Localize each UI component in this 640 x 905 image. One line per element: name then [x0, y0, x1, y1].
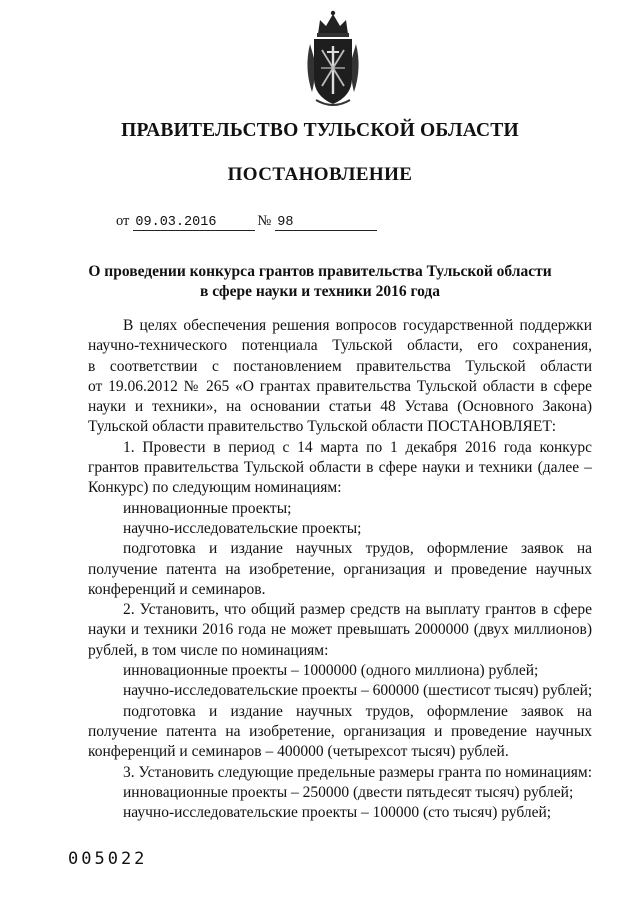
body-line: конференций и семинаров. [88, 580, 266, 598]
body-line: В целях обеспечения решения вопросов государственной поддержки [123, 317, 592, 334]
body-line: научно-исследовательские проекты – 600000 (шестисот тысяч) рублей; [123, 682, 593, 700]
body-line: конференций и семинаров – 400000 (четырехсот тысяч) рублей. [88, 743, 509, 761]
tula-coat-of-arms-icon [300, 8, 366, 108]
body-line: грантов правительства Тульской области в сфере науки и техники (далее – [88, 459, 592, 477]
serial-number: 005022 [68, 849, 148, 869]
document-kind: ПОСТАНОВЛЕНИЕ [227, 164, 413, 185]
body-line: научно-исследовательские проекты – 100000 (сто тысяч) рублей; [123, 804, 552, 822]
number-label: № [257, 213, 272, 229]
body-line: научно-технического потенциала Тульской области, его сохранения, [88, 337, 592, 355]
body-line: инновационные проекты – 250000 (двести пятьдесят тысяч) рублей; [123, 783, 574, 801]
body-line: инновационные проекты; [123, 499, 292, 517]
body-line: 2. Установить, что общий размер средств на выплату грантов в сфере [123, 601, 592, 619]
body-line: от 19.06.2012 № 265 «О грантах правительства Тульской области в сфере [88, 377, 592, 395]
body-line: подготовка и издание научных трудов, оформление заявок на [123, 540, 592, 558]
body-line: подготовка и издание научных трудов, оформление заявок на [123, 702, 592, 720]
body-line: получение патента на изобретение, организация и проведение научных [88, 722, 592, 740]
body-line: науки и техники», на основании статьи 48 Устава (Основного Закона) [88, 398, 592, 416]
body-line: инновационные проекты – 1000000 (одного миллиона) рублей; [123, 662, 539, 680]
document-body [88, 316, 592, 823]
body-line: науки и техники 2016 года не может превышать 2000000 (двух миллионов) [88, 621, 592, 639]
body-line: Конкурс) по следующим номинациям: [88, 479, 342, 497]
body-line: в соответствии с постановлением правительства Тульской области [88, 357, 592, 375]
document-subject [0, 262, 640, 302]
document-date: 09.03.2016 [133, 215, 255, 231]
body-line: Тульской области правительство Тульской области ПОСТАНОВЛЯЕТ: [88, 418, 557, 436]
body-line: 3. Установить следующие предельные размеры гранта по номинациям: [123, 763, 592, 781]
subject-line: в сфере науки и техники 2016 года [199, 283, 441, 300]
body-line: 1. Провести в период с 14 марта по 1 декабря 2016 года конкурс [123, 438, 592, 456]
body-line: получение патента на изобретение, организация и проведение научных [88, 560, 592, 578]
body-line: научно-исследовательские проекты; [123, 519, 362, 537]
date-label: от [116, 213, 130, 229]
subject-line: О проведении конкурса грантов правительства Тульской области [88, 263, 552, 280]
body-line: рублей, в том числе по номинациям: [88, 641, 329, 659]
document-number: 98 [275, 215, 377, 231]
government-title: ПРАВИТЕЛЬСТВО ТУЛЬСКОЙ ОБЛАСТИ [121, 120, 519, 141]
document-meta [116, 213, 377, 231]
